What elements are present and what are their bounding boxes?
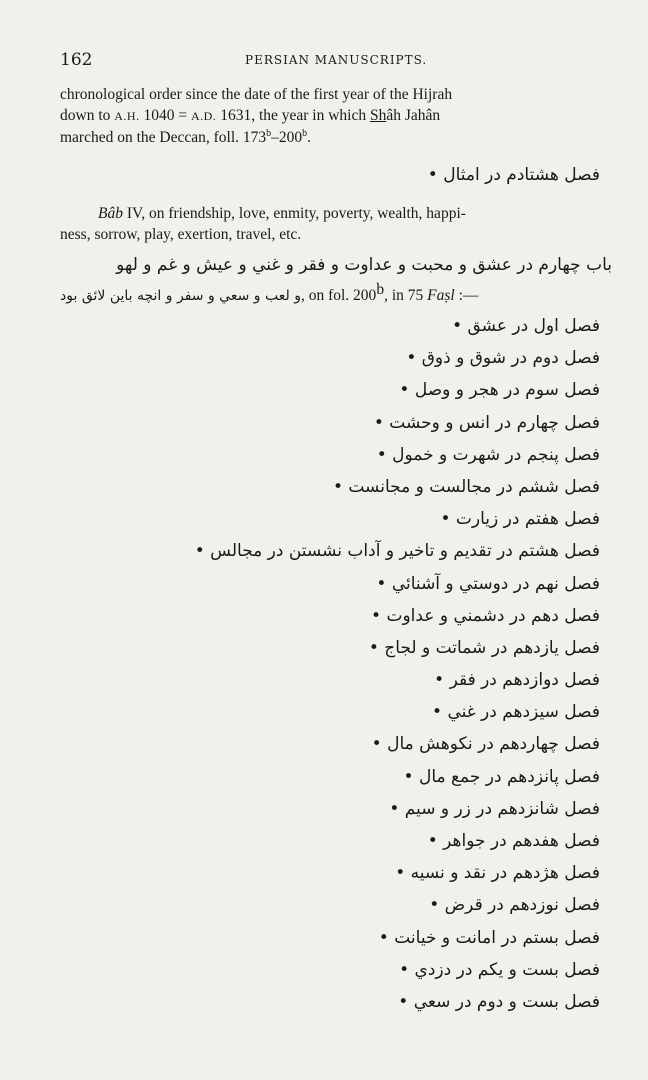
chapter-item: فصل بست و يكم در دزدي • [399,959,600,980]
chapter-item: فصل دوازدهم در فقر • [434,670,600,691]
chapter-item: فصل شانزدهم در زر و سيم • [389,798,600,819]
chapter-item: فصل هفتم در زيارت • [440,509,600,530]
page-number: 162 [60,50,93,70]
chapter-item: فصل بست و دوم در سعي • [398,991,600,1012]
chapter-item: فصل دهم در دشمني و عداوت • [371,605,600,626]
chapter-item: فصل هژدهم در نقد و نسيه • [395,863,600,884]
fasl-mithal-line: فصل هشتادم در امثال • [427,165,600,185]
chapter-item: فصل بستم در امانت و خيانت • [378,927,600,948]
bab-persian-line-1: باب چهارم در عشق و محبت و عداوت و فقر و غني و عيش و غم و لهو [116,255,612,275]
intro-line-1: chronological order since the date of the first year of the Hijrah [60,86,453,103]
bab-mixed-line: و لعب و سعي و سفر و انچه باين لائق بود, on fol. 200$^b$, in 75 Faṣl :— [60,281,479,304]
chapter-item: فصل چهارم در انس و وحشت • [373,412,600,433]
chapter-item: فصل پانزدهم در جمع مال • [403,766,600,787]
chapter-item: فصل سيزدهم در غني • [432,702,600,723]
chapter-item: فصل پنجم در شهرت و خمول • [376,444,600,465]
chapter-item: فصل نهم در دوستي و آشنائي • [376,573,600,594]
bab-line-2: ness, sorrow, play, exertion, travel, etc. [60,226,302,243]
bab-line-1: Bâb IV, on friendship, love, enmity, poverty, wealth, happi- [98,205,466,222]
bab-persian-line-2: و لعب و سعي و سفر و انچه باين لائق بود [60,288,301,304]
chapter-list [60,310,600,1018]
page-header [60,50,620,72]
intro-line-2: down to A.H. 1040 = A.D. 1631, the year in which Shâh Jahân [60,107,441,124]
chapter-item: فصل هفدهم در جواهر • [427,831,600,851]
bab-paragraph [60,203,620,245]
intro-paragraph [60,84,620,148]
chapter-item: فصل هشتم در تقديم و تاخير و آداب نشستن در مجالس • [194,541,600,562]
chapter-item: فصل دوم در شوق و ذوق • [406,348,600,369]
running-title: PERSIAN MANUSCRIPTS. [245,53,428,67]
chapter-item: فصل نوزدهم در قرض • [429,895,600,916]
intro-line-3: marched on the Deccan, foll. 173$^b$–200$^b$. [60,127,312,146]
chapter-item: فصل چهاردهم در نكوهش مال • [371,734,600,755]
chapter-item: فصل سوم در هجر و وصل • [399,380,600,401]
chapter-item: فصل يازدهم در شماتت و لجاج • [368,637,600,658]
chapter-item: فصل ششم در مجالست و مجانست • [332,476,600,497]
chapter-item: فصل اول در عشق • [452,316,600,336]
